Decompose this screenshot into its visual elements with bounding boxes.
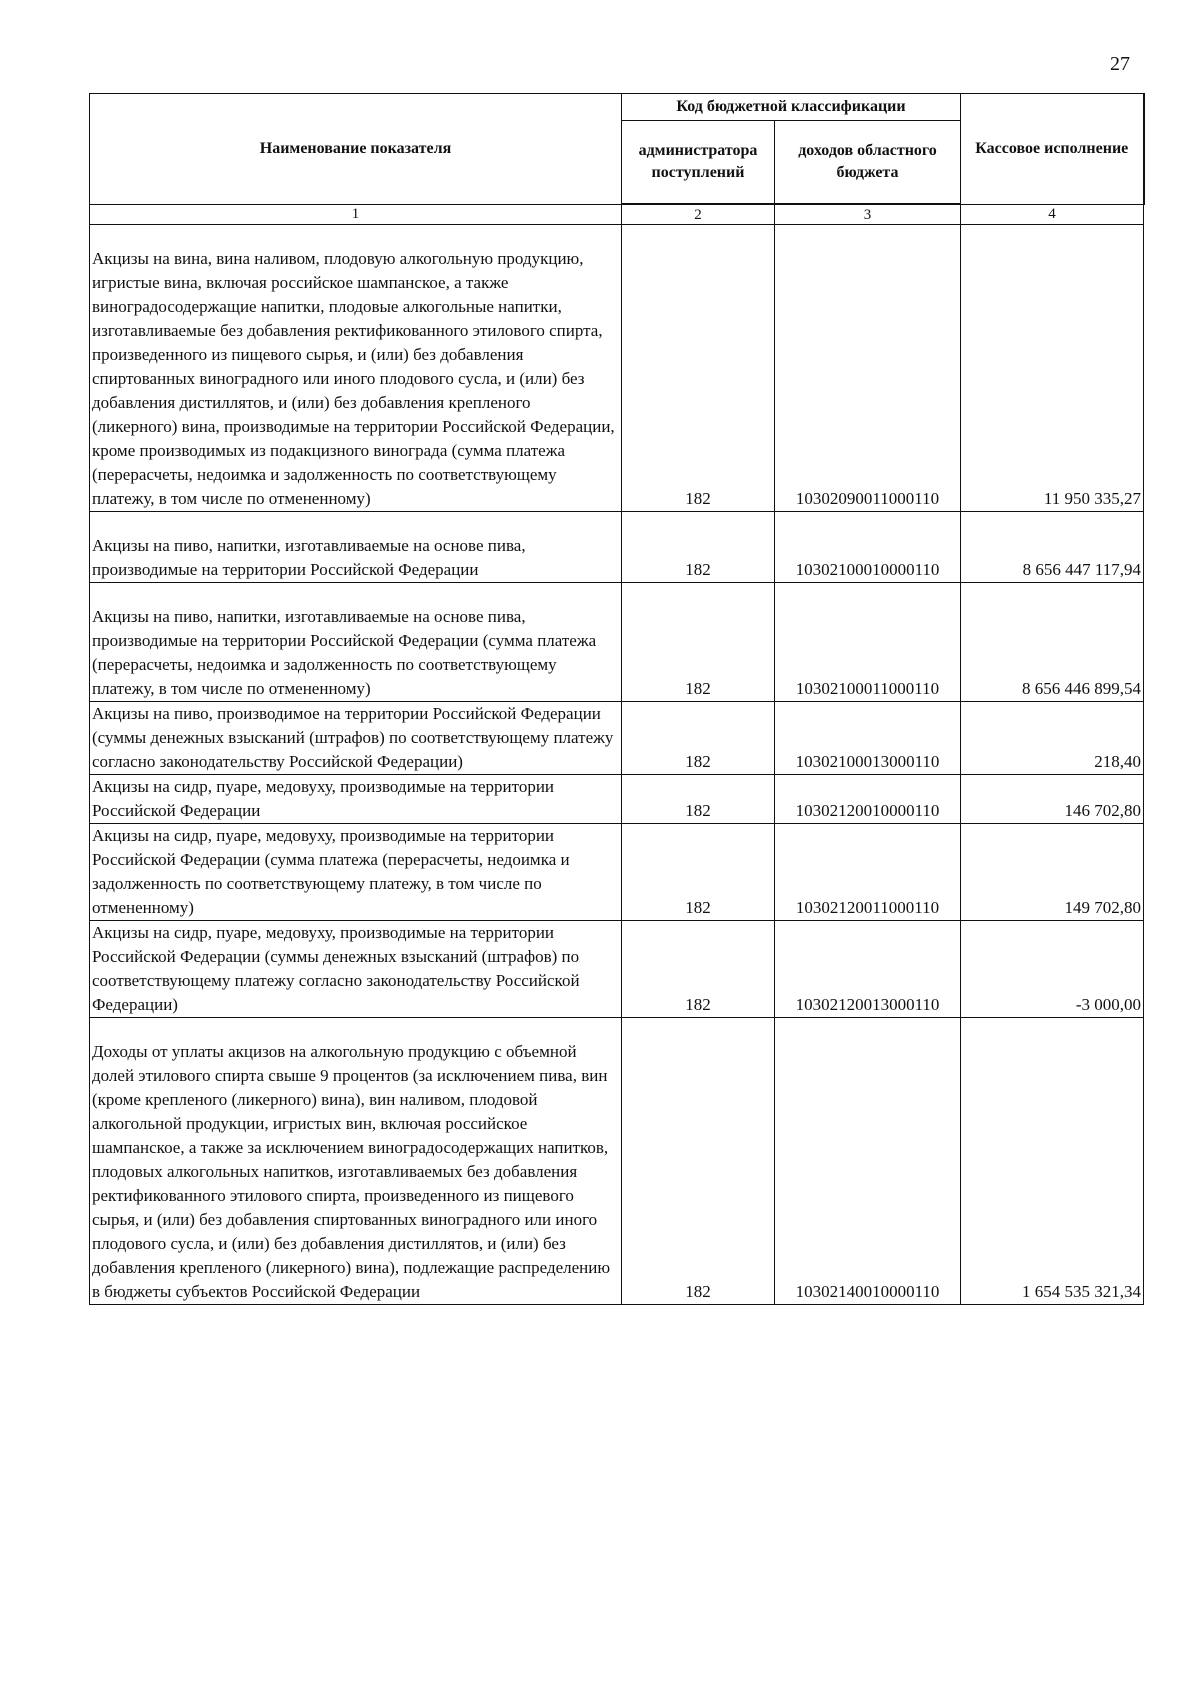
admin-code: 182 (622, 702, 775, 775)
table-body (90, 225, 1144, 1305)
admin-code: 182 (622, 583, 775, 702)
execution-value: 218,40 (961, 702, 1144, 775)
indicator-name: Акцизы на сидр, пуаре, медовуху, производимые на территории Российской Федерации (90, 775, 622, 824)
table-row (90, 1018, 1144, 1305)
execution-value: 1 654 535 321,34 (961, 1018, 1144, 1305)
budget-table (89, 93, 1145, 1305)
execution-value: 8 656 446 899,54 (961, 583, 1144, 702)
income-code: 10302120010000110 (775, 775, 961, 824)
admin-code: 182 (622, 512, 775, 583)
page-number: 27 (1110, 53, 1130, 75)
income-code: 10302100011000110 (775, 583, 961, 702)
header-execution-column: Кассовое исполнение (961, 94, 1144, 205)
indicator-name: Акцизы на пиво, напитки, изготавливаемые на основе пива, производимые на территории Российской Федерации (сумма платежа (перерасчеты, недоимка и задолженность по соответствующему платежу, в том числе по отмененному) (90, 583, 622, 702)
table-row (90, 824, 1144, 921)
execution-value: 146 702,80 (961, 775, 1144, 824)
admin-code: 182 (622, 921, 775, 1018)
indicator-name: Доходы от уплаты акцизов на алкогольную продукцию с объемной долей этилового спирта свыше 9 процентов (за исключением пива, вин (кроме крепленого (ликерного) вина), вин наливом, плодовой алкогольной продукции, игристых вин, включая российское шампанское, а также за исключением виноградосодержащих напитков, плодовых алкогольных напитков, изготавливаемых без добавления ректификованного этилового спирта, произведенного из пищевого сырья, и (или) без добавления спиртованных виноградного или иного плодового сусла, и (или) без добавления дистиллятов, и (или) без добавления крепленого (ликерного) вина), подлежащие распределению в бюджеты субъектов Российской Федерации (90, 1018, 622, 1305)
header-code-group: Код бюджетной классификации (622, 94, 961, 121)
table-row (90, 702, 1144, 775)
column-number: 4 (961, 204, 1144, 225)
table-row (90, 225, 1144, 512)
column-number: 2 (622, 204, 775, 225)
header-name-column: Наименование показателя (90, 94, 622, 205)
admin-code: 182 (622, 225, 775, 512)
indicator-name: Акцизы на пиво, производимое на территории Российской Федерации (суммы денежных взысканий (штрафов) по соответствующему платежу согласно законодательству Российской Федерации) (90, 702, 622, 775)
table-header (90, 94, 1144, 225)
admin-code: 182 (622, 775, 775, 824)
header-income-column: доходов областного бюджета (775, 121, 961, 205)
table-row (90, 583, 1144, 702)
income-code: 10302100010000110 (775, 512, 961, 583)
column-number: 3 (775, 204, 961, 225)
table-row (90, 775, 1144, 824)
income-code: 10302100013000110 (775, 702, 961, 775)
income-code: 10302120013000110 (775, 921, 961, 1018)
indicator-name: Акцизы на пиво, напитки, изготавливаемые на основе пива, производимые на территории Российской Федерации (90, 512, 622, 583)
execution-value: 8 656 447 117,94 (961, 512, 1144, 583)
income-code: 10302090011000110 (775, 225, 961, 512)
table-row (90, 921, 1144, 1018)
execution-value: 11 950 335,27 (961, 225, 1144, 512)
admin-code: 182 (622, 1018, 775, 1305)
admin-code: 182 (622, 824, 775, 921)
income-code: 10302140010000110 (775, 1018, 961, 1305)
execution-value: -3 000,00 (961, 921, 1144, 1018)
indicator-name: Акцизы на сидр, пуаре, медовуху, производимые на территории Российской Федерации (суммы денежных взысканий (штрафов) по соответствующему платежу согласно законодательству Российской Федерации) (90, 921, 622, 1018)
income-code: 10302120011000110 (775, 824, 961, 921)
table-row (90, 512, 1144, 583)
indicator-name: Акцизы на вина, вина наливом, плодовую алкогольную продукцию, игристые вина, включая российское шампанское, а также виноградосодержащие напитки, плодовые алкогольные напитки, изготавливаемые без добавления ректификованного этилового спирта, произведенного из пищевого сырья, и (или) без добавления спиртованных виноградного или иного плодового сусла, и (или) без добавления дистиллятов, и (или) без добавления крепленого (ликерного) вина, производимые на территории Российской Федерации, кроме производимых из подакцизного винограда (сумма платежа (перерасчеты, недоимка и задолженность по соответствующему платежу, в том числе по отмененному) (90, 225, 622, 512)
indicator-name: Акцизы на сидр, пуаре, медовуху, производимые на территории Российской Федерации (сумма платежа (перерасчеты, недоимка и задолженность по соответствующему платежу, в том числе по отмененному) (90, 824, 622, 921)
execution-value: 149 702,80 (961, 824, 1144, 921)
column-number: 1 (90, 204, 622, 225)
header-admin-column: администратора поступлений (622, 121, 775, 205)
